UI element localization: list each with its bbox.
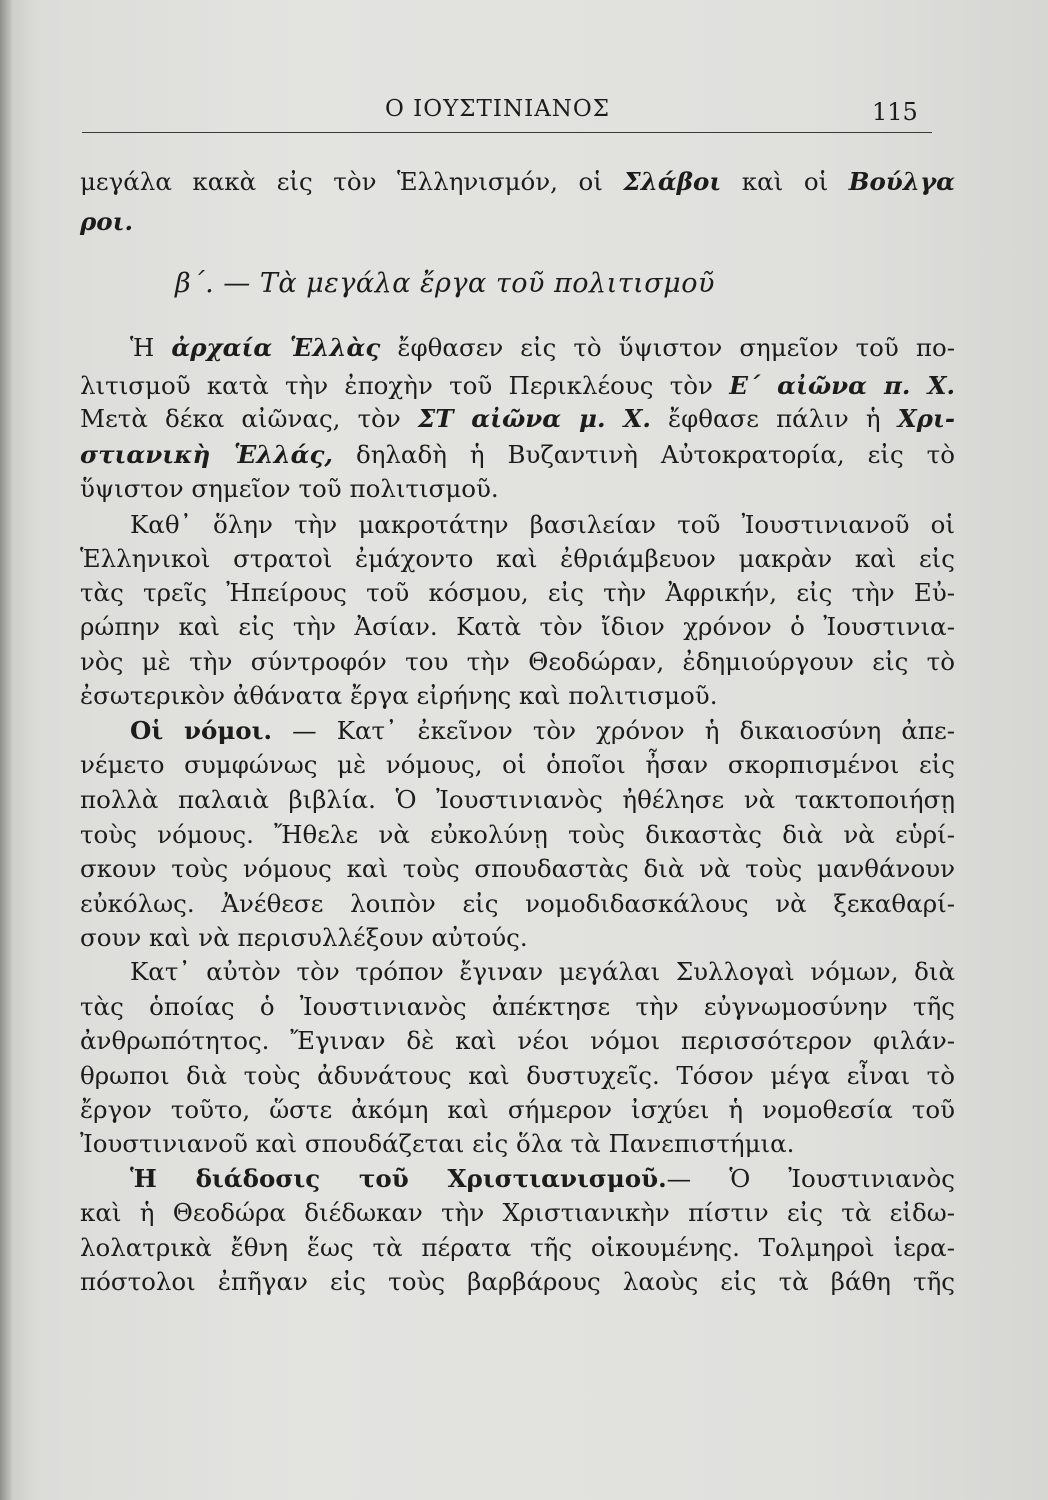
text-line: ἀνθρωπότητος. Ἔγιναν δὲ καὶ νέοι νόμοι περισσότερον φιλάν- bbox=[80, 1026, 955, 1055]
subheading: Ἡ διάδοσις τοῦ Χριστιανισμοῦ. bbox=[130, 1164, 667, 1193]
text-line: πόστολοι ἐπῆγαν εἰς τοὺς βαρβάρους λαοὺς εἰς τὰ βάθη τῆς bbox=[80, 1267, 955, 1296]
text-line: ἐσωτερικὸν ἀθάνατα ἔργα εἰρήνης καὶ πολιτισμοῦ. bbox=[80, 681, 718, 710]
text-line: Ἡ διάδοσις τοῦ Χριστιανισμοῦ.— Ὁ Ἰουστινιανὸς bbox=[130, 1164, 955, 1193]
section-title: β΄. — Τὰ μεγάλα ἔργα τοῦ πολιτισμοῦ bbox=[175, 268, 715, 299]
text-line: λολατρικὰ ἔθνη ἕως τὰ πέρατα τῆς οἰκουμένης. Τολμηροὶ ἱερα- bbox=[80, 1233, 955, 1262]
text-line: Ἰουστινιανοῦ καὶ σπουδάζεται εἰς ὅλα τὰ Πανεπιστήμια. bbox=[80, 1129, 795, 1158]
page-number: 115 bbox=[872, 98, 918, 126]
text-line: τὰς ὁποίας ὁ Ἰουστινιανὸς ἀπέκτησε τὴν εὐγνωμοσύνην τῆς bbox=[80, 992, 955, 1021]
text-line: ἔργον τοῦτο, ὥστε ἀκόμη καὶ σήμερον ἰσχύει ἡ νομοθεσία τοῦ bbox=[80, 1095, 955, 1124]
text-line: καὶ ἡ Θεοδώρα διέδωκαν τὴν Χριστιανικὴν πίστιν εἰς τὰ εἰδω- bbox=[80, 1198, 955, 1227]
text-line: πολλὰ παλαιὰ βιβλία. Ὁ Ἰουστινιανὸς ἠθέλησε νὰ τακτοποιήσῃ bbox=[80, 785, 955, 814]
text-line: νὸς μὲ τὴν σύντροφόν του τὴν Θεοδώραν, ἐδημιούργουν εἰς τὸ bbox=[80, 647, 955, 676]
text-line: Οἱ νόμοι. — Κατ᾽ ἐκεῖνον τὸν χρόνον ἡ δικαιοσύνη ἀπε- bbox=[130, 716, 955, 745]
text-line: τὰς τρεῖς Ἠπείρους τοῦ κόσμου, εἰς τὴν Ἀφρικήν, εἰς τὴν Εὐ- bbox=[80, 578, 955, 607]
text-line: ρώπην καὶ εἰς τὴν Ἀσίαν. Κατὰ τὸν ἴδιον χρόνον ὁ Ἰουστινια- bbox=[80, 612, 955, 641]
text-line: θρωποι διὰ τοὺς ἀδυνάτους καὶ δυστυχεῖς. Τόσον μέγα εἶναι τὸ bbox=[80, 1061, 955, 1090]
text-line: Κατ᾽ αὐτὸν τὸν τρόπον ἔγιναν μεγάλαι Συλλογαὶ νόμων, διὰ bbox=[130, 957, 955, 986]
text-line: λιτισμοῦ κατὰ τὴν ἐποχὴν τοῦ Περικλέους τὸν Ε΄ αἰῶνα π. Χ. bbox=[80, 371, 955, 400]
running-header: Ο ΙΟΥΣΤΙΝΙΑΝΟΣ bbox=[385, 96, 611, 122]
text-line: ροι. bbox=[80, 207, 134, 236]
header-rule bbox=[82, 132, 932, 133]
book-spine-shadow bbox=[0, 0, 12, 1500]
text-line: Ἑλληνικοὶ στρατοὶ ἐμάχοντο καὶ ἐθριάμβευον μακρὰν καὶ εἰς bbox=[80, 544, 955, 573]
text-line: σουν καὶ νὰ περισυλλέξουν αὐτούς. bbox=[80, 923, 528, 952]
text-line: στιανικὴ Ἑλλάς, δηλαδὴ ἡ Βυζαντινὴ Αὐτοκρατορία, εἰς τὸ bbox=[80, 440, 955, 469]
subheading: Οἱ νόμοι. bbox=[130, 716, 273, 745]
text-line: εὐκόλως. Ἀνέθεσε λοιπὸν εἰς νομοδιδασκάλους νὰ ξεκαθαρί- bbox=[80, 889, 955, 918]
text-line: ὕψιστον σημεῖον τοῦ πολιτισμοῦ. bbox=[80, 474, 499, 503]
text-line: Μετὰ δέκα αἰῶνας, τὸν ΣΤ αἰῶνα μ. Χ. ἔφθασε πάλιν ἡ Χρι- bbox=[80, 404, 955, 433]
text-line: μεγάλα κακὰ εἰς τὸν Ἑλληνισμόν, οἱ Σλάβοι καὶ οἱ Βούλγα bbox=[80, 167, 955, 196]
text-line: Καθ᾽ ὅλην τὴν μακροτάτην βασιλείαν τοῦ Ἰουστινιανοῦ οἱ bbox=[130, 510, 955, 539]
text-line: νέμετο συμφώνως μὲ νόμους, οἱ ὁποῖοι ἦσαν σκορπισμένοι εἰς bbox=[80, 750, 955, 779]
text-line: τοὺς νόμους. Ἤθελε νὰ εὐκολύνῃ τοὺς δικαστὰς διὰ νὰ εὑρί- bbox=[80, 820, 955, 849]
text-line: Ἡ ἀρχαία Ἑλλὰς ἔφθασεν εἰς τὸ ὕψιστον σημεῖον τοῦ πο- bbox=[130, 333, 955, 362]
text-line: σκουν τοὺς νόμους καὶ τοὺς σπουδαστὰς διὰ νὰ τοὺς μανθάνουν bbox=[80, 854, 955, 883]
